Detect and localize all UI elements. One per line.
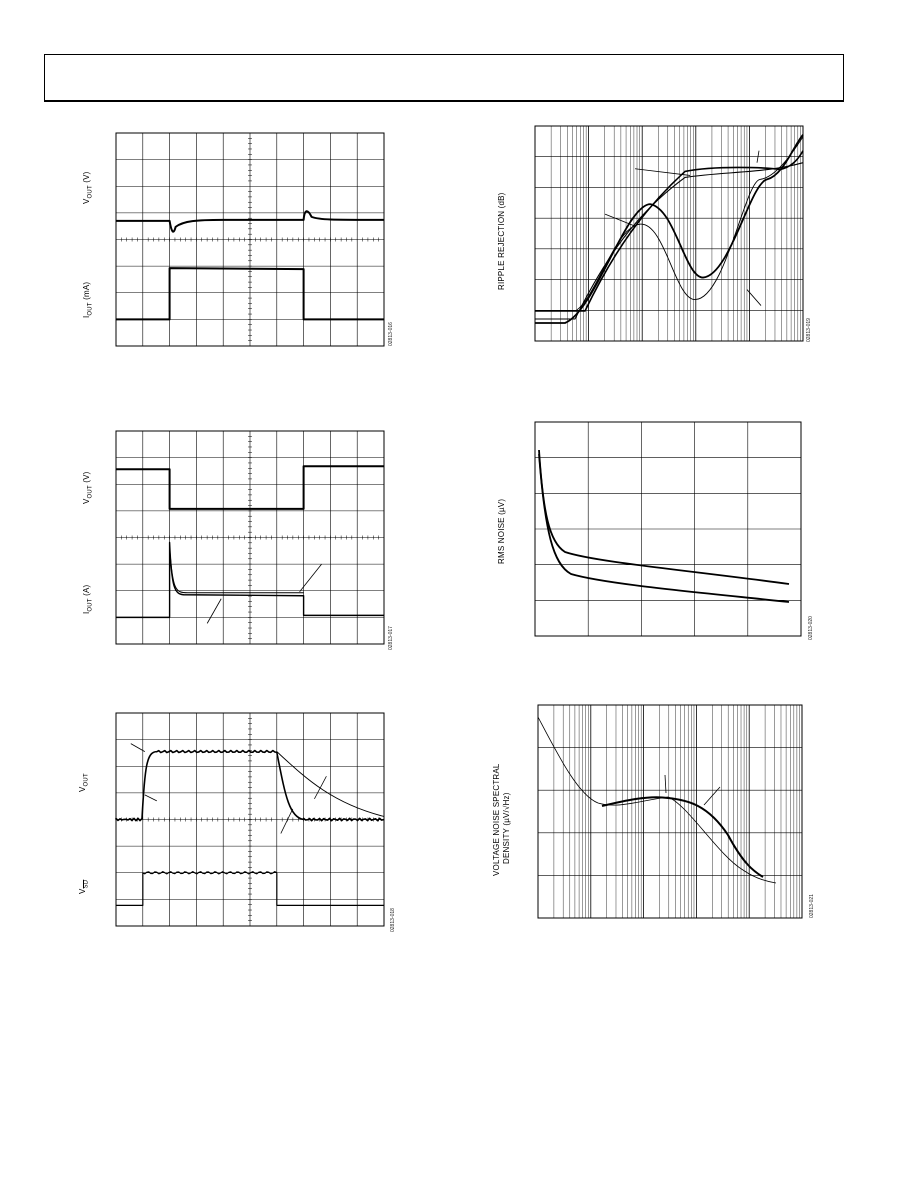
ripple-plot (495, 122, 815, 347)
vout-axis-label: $V_{OUT}$ (V) (82, 171, 94, 204)
density-trace-thin (538, 717, 776, 883)
figure-ripple-rejection (495, 122, 815, 347)
figure-id: 02813-020 (808, 616, 814, 640)
figure-rms-noise (495, 418, 815, 643)
rms-axis-label: RMS NOISE (µV) (497, 498, 506, 564)
iout-axis-label: $I_{OUT}$ (mA) (82, 281, 94, 318)
annotation-arrow (281, 809, 293, 834)
annotation-arrow (300, 564, 322, 592)
plot-frame (538, 705, 802, 918)
iout-trace-b (170, 548, 304, 593)
plot-frame (535, 126, 803, 341)
figure-noise-density (490, 700, 815, 925)
ripple-trace-thick (535, 135, 803, 323)
noise-density-plot (490, 700, 815, 925)
figure-load-transient (76, 130, 396, 355)
figure-load-transient-amps (76, 428, 396, 653)
iout-axis-label: $I_{OUT}$ (A) (82, 584, 94, 614)
rms-trace-upper (539, 450, 789, 584)
ripple-trace-2 (535, 151, 803, 311)
ripple-trace-thin (535, 137, 803, 311)
figure-id: 02813-018 (390, 908, 396, 932)
figure-id: 02813-021 (809, 894, 815, 918)
annotation-arrow (145, 795, 157, 801)
vout-axis-label: $V_{OUT}$ (V) (82, 471, 94, 504)
vsd-axis-label: $V_{\overline{SD}}$ (78, 879, 90, 894)
ripple-axis-label: RIPPLE REJECTION (dB) (497, 192, 506, 290)
annotation-arrow (635, 169, 690, 176)
scope-plot-1 (76, 130, 396, 355)
density-axis-label-1: VOLTAGE NOISE SPECTRAL (492, 763, 501, 876)
figure-id: 02813-016 (388, 322, 394, 346)
page-header-box (44, 54, 844, 102)
scope-plot-3 (76, 710, 396, 935)
figure-id: 02813-019 (806, 318, 812, 342)
figure-id: 02813-017 (388, 626, 394, 650)
vout-axis-label: $V_{OUT}$ (78, 773, 90, 792)
density-trace-thick (602, 797, 763, 877)
scope-plot-2 (76, 428, 396, 653)
figure-shutdown (76, 710, 396, 935)
annotation-arrow (704, 787, 720, 805)
annotation-arrow (207, 599, 221, 624)
annotation-arrow (314, 776, 326, 799)
density-axis-label-2: DENSITY (µV/√Hz) (502, 792, 511, 864)
rms-noise-plot (495, 418, 815, 643)
